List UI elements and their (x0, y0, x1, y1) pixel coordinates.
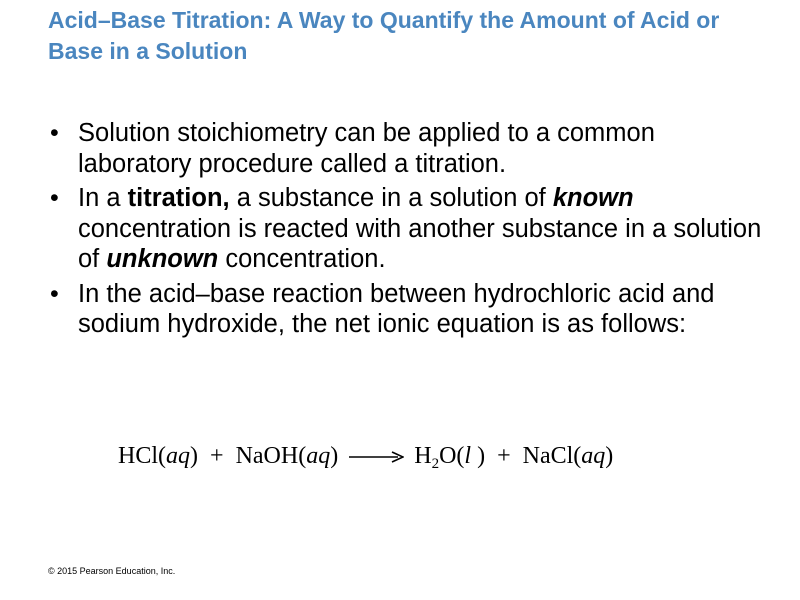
state-label: l (464, 443, 472, 469)
term-unknown: unknown (106, 245, 219, 273)
bullet-text: Solution stoichiometry can be applied to a common laboratory procedure called a titration. (78, 119, 655, 178)
slide-title: Acid–Base Titration: A Way to Quantify the Amount of Acid or Base in a Solution (48, 7, 720, 64)
bullet-item (48, 279, 768, 340)
product-nacl: NaCl (522, 443, 574, 469)
plus-sign: + (210, 443, 224, 469)
bullet-icon: • (50, 119, 59, 147)
product-o: O (439, 443, 457, 469)
chemical-equation: HCl(aq) + NaOH(aq) $H_2O(l$ ) + NaCl(aq) (118, 443, 614, 472)
term-titration: titration, (127, 184, 230, 212)
subscript-2: 2 (431, 456, 440, 472)
bullet-text-part: concentration is reacted with another substance in a solution of (78, 214, 762, 273)
bullet-text (78, 184, 761, 273)
state-label: aq (166, 443, 191, 469)
bullet-icon: • (50, 184, 59, 212)
bullet-text-part: a substance in a solution of (229, 184, 553, 212)
copyright-notice: © 2015 Pearson Education, Inc. (48, 566, 176, 576)
plus-sign: + (497, 443, 511, 469)
bullet-text: In the acid–base reaction between hydrochloric acid and sodium hydroxide, the net ionic equation is as follows: (78, 279, 715, 338)
bullet-item (48, 183, 768, 275)
bullet-item (48, 118, 768, 179)
state-label: aq (306, 443, 331, 469)
product-h: H (414, 443, 432, 469)
bullet-list (48, 118, 768, 344)
bullet-text-part: In a (78, 184, 128, 212)
reaction-arrow-icon (348, 442, 404, 472)
reactant-hcl: HCl (118, 443, 159, 469)
reactant-naoh: NaOH (235, 443, 299, 469)
bullet-text-part: concentration. (218, 245, 386, 273)
term-known: known (552, 184, 634, 212)
bullet-icon: • (50, 279, 59, 308)
state-label: aq (581, 443, 606, 469)
